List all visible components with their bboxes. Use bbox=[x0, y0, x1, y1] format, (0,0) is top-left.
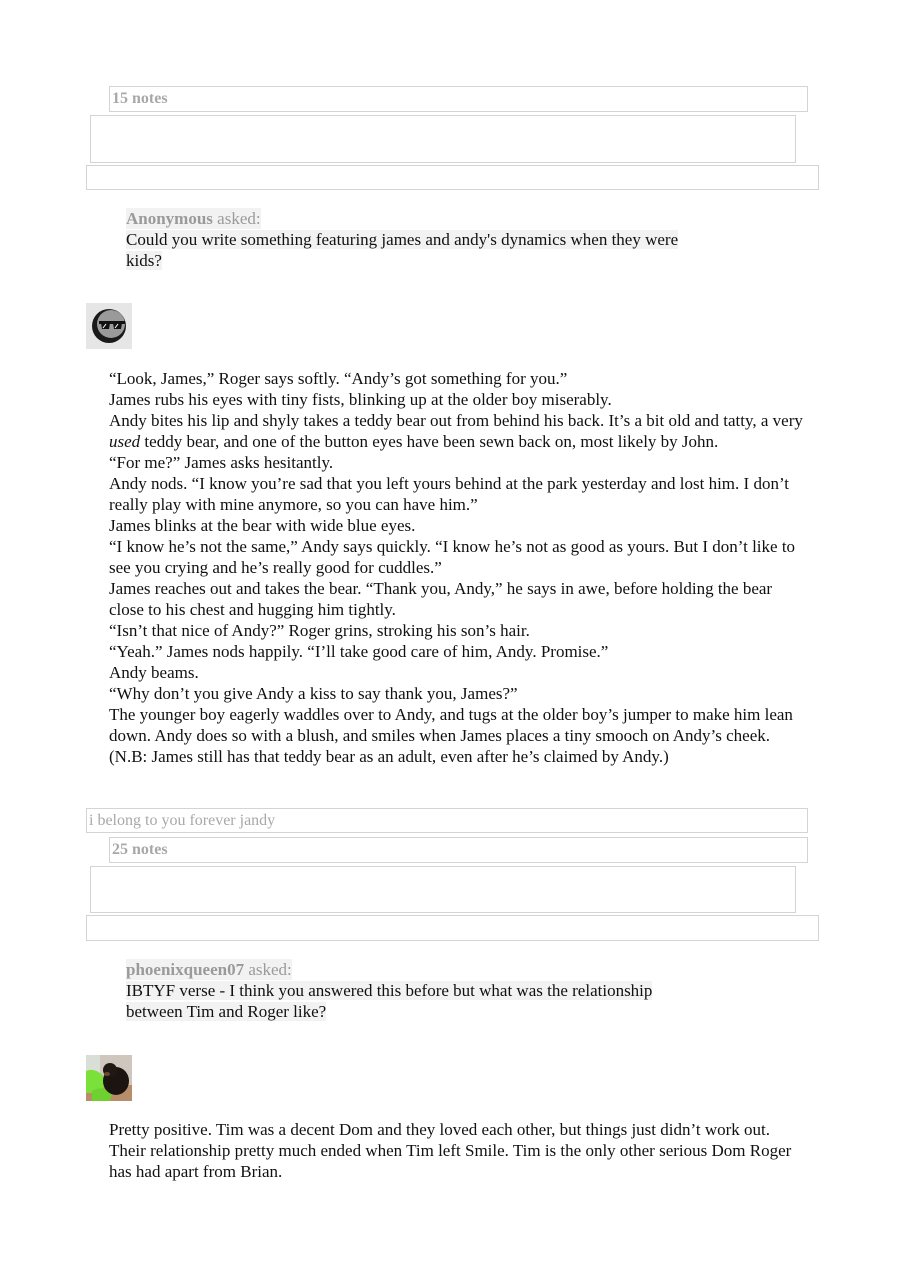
ask-block bbox=[126, 959, 698, 1022]
notes-count[interactable] bbox=[109, 837, 808, 863]
notes-count[interactable] bbox=[109, 86, 808, 112]
paragraph: “I know he’s not the same,” Andy says quickly. “I know he’s not as good as yours. But I don’t like to see you crying and he’s really good for cuddles.” bbox=[109, 537, 796, 577]
paragraph: “Isn’t that nice of Andy?” Roger grins, stroking his son’s hair. bbox=[109, 621, 530, 640]
asked-label: asked: bbox=[212, 209, 261, 228]
asker-line bbox=[126, 208, 261, 229]
paragraph: (N.B: James still has that teddy bear as an adult, even after he’s claimed by Andy.) bbox=[109, 747, 669, 766]
post-body bbox=[109, 368, 809, 767]
empty-frame bbox=[86, 165, 819, 190]
paragraph: Pretty positive. Tim was a decent Dom and they loved each other, but things just didn’t work out. Their relationship pretty much ended when Tim left Smile. Tim is the only other serious Dom Roger has had apart from Brian. bbox=[109, 1120, 792, 1181]
blog-avatar[interactable] bbox=[86, 303, 132, 349]
paragraph: “Yeah.” James nods happily. “I’ll take good care of him, Andy. Promise.” bbox=[109, 642, 609, 661]
notes-label: 15 notes bbox=[112, 90, 168, 107]
empty-frame bbox=[90, 866, 796, 913]
tag-link[interactable]: i belong to you forever jandy bbox=[89, 812, 276, 829]
paragraph: James rubs his eyes with tiny fists, blinking up at the older boy miserably. bbox=[109, 390, 612, 409]
ask-block bbox=[126, 208, 686, 271]
asker-name[interactable]: phoenixqueen07 bbox=[126, 960, 245, 979]
post-body bbox=[109, 1119, 809, 1182]
empty-frame bbox=[86, 915, 819, 941]
paragraph: James blinks at the bear with wide blue eyes. bbox=[109, 516, 416, 535]
asker-line bbox=[126, 959, 292, 980]
paragraph: “Look, James,” Roger says softly. “Andy’s got something for you.” bbox=[109, 369, 568, 388]
blog-avatar[interactable] bbox=[86, 1055, 132, 1101]
paragraph: Andy beams. bbox=[109, 663, 199, 682]
sunglasses-moon-icon bbox=[86, 303, 132, 349]
post-tags[interactable] bbox=[86, 808, 808, 833]
paragraph: “Why don’t you give Andy a kiss to say thank you, James?” bbox=[109, 684, 518, 703]
emphasis: used bbox=[109, 432, 141, 451]
paragraph: James reaches out and takes the bear. “Thank you, Andy,” he says in awe, before holding the bear close to his chest and hugging him tightly. bbox=[109, 579, 773, 619]
paragraph: Andy nods. “I know you’re sad that you left yours behind at the park yesterday and lost him. I don’t really play with mine anymore, so you can have him.” bbox=[109, 474, 790, 514]
asker-name[interactable]: Anonymous bbox=[126, 209, 213, 228]
asked-label: asked: bbox=[244, 960, 292, 979]
notes-label: 25 notes bbox=[112, 841, 168, 858]
empty-frame bbox=[90, 115, 796, 163]
paragraph: Andy bites his lip and shyly takes a teddy bear out from behind his back. It’s a bit old and tatty, a very used teddy bear, and one of the button eyes have been sewn back on, most likely by John. bbox=[109, 411, 803, 451]
paragraph: “For me?” James asks hesitantly. bbox=[109, 453, 334, 472]
ask-question: IBTYF verse - I think you answered this before but what was the relationship between Tim and Roger like? bbox=[126, 981, 653, 1021]
ask-question: Could you write something featuring james and andy's dynamics when they were kids? bbox=[126, 230, 679, 270]
paragraph: The younger boy eagerly waddles over to Andy, and tugs at the older boy’s jumper to make him lean down. Andy does so with a blush, and smiles when James places a tiny smooch on Andy’s cheek. bbox=[109, 705, 793, 745]
puppy-photo-icon bbox=[86, 1055, 132, 1101]
